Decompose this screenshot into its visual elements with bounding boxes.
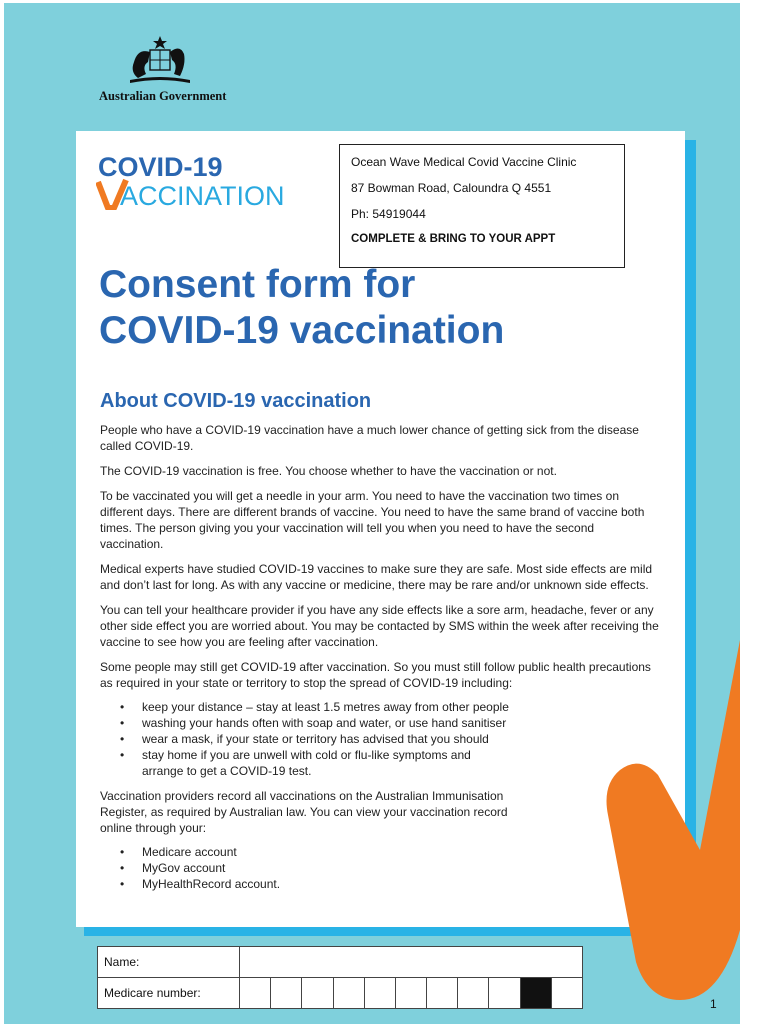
- logo-line-1: COVID-19: [98, 152, 223, 182]
- list-item: • wear a mask, if your state or territory has advised that you should: [142, 731, 660, 747]
- page-title: [99, 262, 504, 354]
- medicare-digit-box[interactable]: [364, 978, 395, 1009]
- clinic-instruction: COMPLETE & BRING TO YOUR APPT: [351, 233, 556, 245]
- list-item: • keep your distance – stay at least 1.5 metres away from other people: [142, 699, 660, 715]
- clinic-phone: Ph: 54919044: [351, 207, 426, 221]
- paragraph: Medical experts have studied COVID-19 vaccines to make sure they are safe. Most side effects are mild and don’t last for long. As with any vaccine or medicine, there may be rare and/or unknown side effects.: [100, 562, 653, 592]
- section-body: [100, 422, 660, 901]
- logo-line-2: ACCINATION: [120, 181, 285, 210]
- table-row: [98, 978, 583, 1009]
- title-line-2: COVID-19 vaccination: [99, 309, 505, 352]
- medicare-digit-box[interactable]: [333, 978, 364, 1009]
- precautions-list: [100, 699, 660, 779]
- paragraph: To be vaccinated you will get a needle in your arm. You need to have the vaccination two times on different days. There are different brands of vaccine. You need to have the same brand of vaccine both times. The person giving you your vaccination will tell you when you need to have the second vaccination.: [100, 489, 645, 551]
- medicare-digit-box-filled: [520, 978, 551, 1009]
- coat-of-arms-icon: [120, 34, 200, 86]
- medicare-digit-box[interactable]: [395, 978, 426, 1009]
- paragraph: The COVID-19 vaccination is free. You choose whether to have the vaccination or not.: [100, 464, 557, 478]
- title-line-1: Consent form for: [99, 263, 416, 306]
- list-item: • washing your hands often with soap and water, or use hand sanitiser: [142, 715, 660, 731]
- table-row: [98, 947, 583, 978]
- list-item: • MyHealthRecord account.: [142, 876, 660, 892]
- page-number: 1: [710, 997, 717, 1011]
- paragraph: You can tell your healthcare provider if you have any side effects like a sore arm, headache, fever or any other side effect you are worried about. You may be contacted by SMS within the week after receiving the vaccine to see how you are feeling after vaccination.: [100, 603, 659, 649]
- name-field[interactable]: [240, 947, 583, 978]
- medicare-digit-box[interactable]: [240, 978, 271, 1009]
- medicare-label: Medicare number:: [98, 978, 240, 1009]
- paragraph: Some people may still get COVID-19 after vaccination. So you must still follow public health precautions as required in your state or territory to stop the spread of COVID-19 including:: [100, 660, 651, 690]
- medicare-digit-box[interactable]: [551, 978, 582, 1009]
- name-label: Name:: [98, 947, 240, 978]
- medicare-digit-box[interactable]: [489, 978, 520, 1009]
- paragraph: People who have a COVID-19 vaccination have a much lower chance of getting sick from the disease called COVID-19.: [100, 423, 639, 453]
- clinic-info-box: [339, 144, 625, 268]
- clinic-address: 87 Bowman Road, Caloundra Q 4551: [351, 181, 552, 195]
- covid-vaccination-logo: [96, 150, 292, 210]
- medicare-digit-box[interactable]: [302, 978, 333, 1009]
- clinic-name: Ocean Wave Medical Covid Vaccine Clinic: [351, 155, 577, 169]
- patient-id-table: [97, 946, 583, 1009]
- medicare-digit-box[interactable]: [271, 978, 302, 1009]
- accounts-list: [100, 844, 660, 892]
- medicare-digit-box[interactable]: [427, 978, 458, 1009]
- medicare-digit-box[interactable]: [458, 978, 489, 1009]
- government-name: Australian Government: [99, 89, 227, 103]
- list-item: • Medicare account: [142, 844, 660, 860]
- section-heading: About COVID-19 vaccination: [100, 390, 372, 412]
- list-item: • stay home if you are unwell with cold or flu-like symptoms and arrange to get a COVID-19 test.: [142, 747, 512, 779]
- register-paragraph: Vaccination providers record all vaccinations on the Australian Immunisation Register, as required by Australian law. You can view your vaccination record online through your:: [100, 789, 508, 835]
- list-item: • MyGov account: [142, 860, 660, 876]
